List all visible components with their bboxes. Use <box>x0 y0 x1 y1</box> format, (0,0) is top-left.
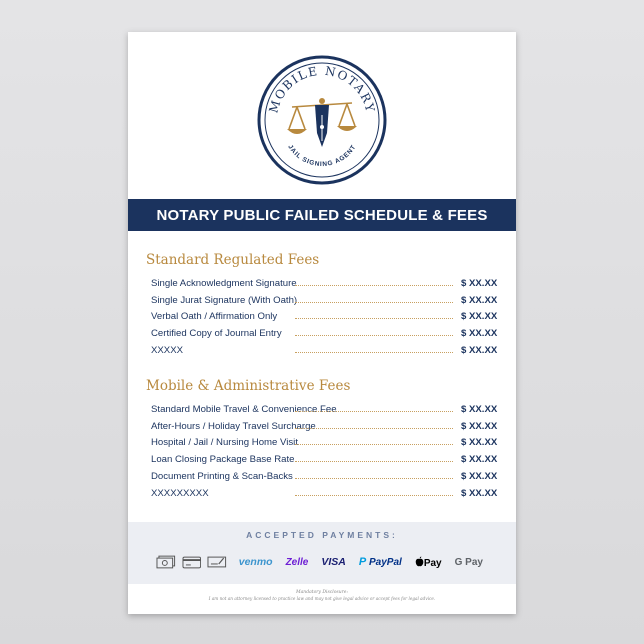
fee-price: $ XX.XX <box>461 328 498 340</box>
fee-name: Single Jurat Signature (With Oath) <box>151 294 298 306</box>
fee-row <box>151 482 497 499</box>
fee-name: Single Acknowledgment Signature <box>151 277 297 289</box>
leader-dots <box>295 495 453 496</box>
cash-icon <box>156 555 176 569</box>
fee-name: XXXXXXXXX <box>151 487 209 499</box>
fee-name: XXXXX <box>151 344 183 356</box>
accepted-payments-panel <box>128 522 516 584</box>
leader-dots <box>295 461 453 462</box>
leader-dots <box>295 302 453 303</box>
fee-name: After-Hours / Holiday Travel Surcharge <box>151 420 316 432</box>
fee-name: Certified Copy of Journal Entry <box>151 328 282 340</box>
zelle-logo: Zelle <box>285 556 309 568</box>
fee-price: $ XX.XX <box>461 454 498 466</box>
venmo-logo: venmo <box>238 556 273 568</box>
page-title: NOTARY PUBLIC FAILED SCHEDULE & FEES <box>156 206 488 224</box>
fee-row <box>151 398 497 415</box>
leader-dots <box>295 285 453 286</box>
card-icon <box>182 555 202 569</box>
fee-list-standard <box>151 272 497 356</box>
seal-bottom-text: JAIL SIGNING AGENT <box>286 143 358 169</box>
leader-dots <box>295 411 453 412</box>
fee-row <box>151 272 497 289</box>
check-icon <box>207 555 227 569</box>
fee-price: $ XX.XX <box>461 311 498 323</box>
fee-price: $ XX.XX <box>461 294 498 306</box>
paypal-logo: P PayPal <box>358 556 402 568</box>
payment-methods-row <box>156 552 496 572</box>
fee-row <box>151 415 497 432</box>
leader-dots <box>295 478 453 479</box>
paypal-label: PayPal <box>369 557 402 568</box>
section-title-mobile: Mobile & Administrative Fees <box>146 378 351 394</box>
fee-name: Loan Closing Package Base Rate <box>151 454 295 466</box>
mobile-notary-seal <box>257 55 387 185</box>
disclaimer <box>128 590 516 601</box>
fee-name: Standard Mobile Travel & Convenience Fee <box>151 403 337 415</box>
fee-name: Document Printing & Scan-Backs <box>151 470 293 482</box>
section-title-standard: Standard Regulated Fees <box>146 252 320 268</box>
google-pay-logo: G Pay <box>454 556 483 568</box>
leader-dots <box>295 318 453 319</box>
disclaimer-body: I am not an attorney licensed to practice law and may not give legal advice or accept fees for legal advice. <box>208 596 436 601</box>
fee-name: Verbal Oath / Affirmation Only <box>151 311 278 323</box>
fee-price: $ XX.XX <box>461 344 498 356</box>
fee-poster <box>128 32 516 614</box>
visa-logo: VISA <box>321 556 346 568</box>
fee-price: $ XX.XX <box>461 403 498 415</box>
fee-price: $ XX.XX <box>461 437 498 449</box>
fee-row <box>151 448 497 465</box>
fee-price: $ XX.XX <box>461 487 498 499</box>
leader-dots <box>295 444 453 445</box>
seal-top-text: MOBILE NOTARY <box>266 63 378 115</box>
fee-price: $ XX.XX <box>461 420 498 432</box>
fee-price: $ XX.XX <box>461 470 498 482</box>
leader-dots <box>295 335 453 336</box>
fee-row <box>151 339 497 356</box>
fee-row <box>151 289 497 306</box>
fee-row <box>151 432 497 449</box>
disclaimer-title: Mandatory Disclosure: <box>296 590 348 595</box>
leader-dots <box>295 352 453 353</box>
apple-icon <box>415 556 424 567</box>
page-title-banner <box>128 199 516 231</box>
fee-name: Hospital / Jail / Nursing Home Visit <box>151 437 298 449</box>
fee-row <box>151 465 497 482</box>
leader-dots <box>295 428 453 429</box>
apple-pay-label: Pay <box>423 557 442 569</box>
fee-row <box>151 322 497 339</box>
apple-pay-logo <box>415 556 442 569</box>
fee-list-mobile <box>151 398 497 499</box>
fee-price: $ XX.XX <box>461 277 498 289</box>
fee-row <box>151 306 497 323</box>
payments-title: ACCEPTED PAYMENTS: <box>246 530 398 540</box>
